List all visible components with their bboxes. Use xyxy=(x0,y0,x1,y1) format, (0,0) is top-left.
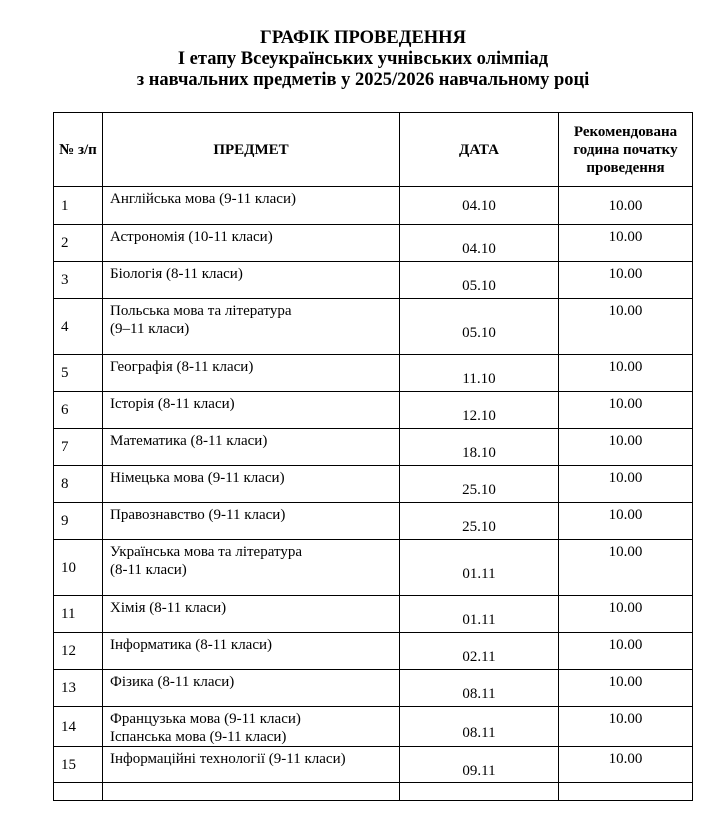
row-number: 10 xyxy=(54,540,103,596)
row-subject xyxy=(103,392,400,429)
table-row xyxy=(54,392,693,429)
header-date: ДАТА xyxy=(400,113,559,187)
row-time: 10.00 xyxy=(559,540,693,596)
subject-line: Українська мова та література xyxy=(110,544,302,560)
row-number: 5 xyxy=(54,355,103,392)
row-time: 10.00 xyxy=(559,225,693,262)
table-row xyxy=(54,299,693,355)
row-number: 8 xyxy=(54,466,103,503)
row-number: 7 xyxy=(54,429,103,466)
row-number: 4 xyxy=(54,299,103,355)
subject-line: Правознавство (9-11 класи) xyxy=(110,507,286,523)
row-number: 9 xyxy=(54,503,103,540)
row-subject xyxy=(103,225,400,262)
row-date: 04.10 xyxy=(400,225,559,262)
row-subject xyxy=(103,355,400,392)
subject-line: Фізика (8-11 класи) xyxy=(110,674,235,690)
row-date: 02.11 xyxy=(400,633,559,670)
table-row xyxy=(54,747,693,783)
subject-line: Історія (8-11 класи) xyxy=(110,396,235,412)
row-time: 10.00 xyxy=(559,707,693,747)
row-subject xyxy=(103,299,400,355)
row-date: 08.11 xyxy=(400,670,559,707)
row-subject xyxy=(103,262,400,299)
subject-line: (9–11 класи) xyxy=(110,321,190,337)
subject-line: Біологія (8-11 класи) xyxy=(110,266,243,282)
row-number: 13 xyxy=(54,670,103,707)
row-time: 10.00 xyxy=(559,187,693,225)
document-subtitle-year: з навчальних предметів у 2025/2026 навчальному році xyxy=(136,70,590,90)
header-number: № з/п xyxy=(54,113,103,187)
subject-line: Географія (8-11 класи) xyxy=(110,359,254,375)
row-time: 10.00 xyxy=(559,670,693,707)
table-row xyxy=(54,429,693,466)
row-subject xyxy=(103,429,400,466)
subject-line: (8-11 класи) xyxy=(110,562,187,578)
table-row xyxy=(54,355,693,392)
subject-line: Хімія (8-11 класи) xyxy=(110,600,227,616)
row-date: 25.10 xyxy=(400,466,559,503)
subject-line: Англійська мова (9-11 класи) xyxy=(110,191,296,207)
table-row xyxy=(54,503,693,540)
row-date: 18.10 xyxy=(400,429,559,466)
row-date: 11.10 xyxy=(400,355,559,392)
row-time: 10.00 xyxy=(559,633,693,670)
subject-line: Іспанська мова (9-11 класи) xyxy=(110,729,287,745)
row-date: 01.11 xyxy=(400,596,559,633)
subject-line: Інформаційні технології (9-11 класи) xyxy=(110,751,346,767)
row-number: 11 xyxy=(54,596,103,633)
empty-cell xyxy=(54,783,103,801)
row-subject xyxy=(103,633,400,670)
row-time: 10.00 xyxy=(559,392,693,429)
table-row xyxy=(54,225,693,262)
row-subject xyxy=(103,466,400,503)
row-subject xyxy=(103,187,400,225)
empty-cell xyxy=(400,783,559,801)
schedule-table xyxy=(53,112,693,801)
document-title: ГРАФІК ПРОВЕДЕННЯ xyxy=(260,28,466,48)
row-number: 1 xyxy=(54,187,103,225)
row-subject xyxy=(103,707,400,747)
subject-line: Французька мова (9-11 класи) xyxy=(110,711,301,727)
subject-line: Астрономія (10-11 класи) xyxy=(110,229,273,245)
row-time: 10.00 xyxy=(559,429,693,466)
row-date: 08.11 xyxy=(400,707,559,747)
table-row xyxy=(54,707,693,747)
subject-line: Німецька мова (9-11 класи) xyxy=(110,470,285,486)
table-row xyxy=(54,466,693,503)
row-number: 15 xyxy=(54,747,103,783)
row-number: 14 xyxy=(54,707,103,747)
header-subject: ПРЕДМЕТ xyxy=(103,113,400,187)
row-time: 10.00 xyxy=(559,299,693,355)
row-number: 12 xyxy=(54,633,103,670)
row-time: 10.00 xyxy=(559,355,693,392)
table-row xyxy=(54,187,693,225)
row-time: 10.00 xyxy=(559,596,693,633)
empty-cell xyxy=(103,783,400,801)
row-time: 10.00 xyxy=(559,503,693,540)
subject-line: Інформатика (8-11 класи) xyxy=(110,637,273,653)
header-time: Рекомендована година початку проведення xyxy=(559,113,693,187)
table-row xyxy=(54,596,693,633)
row-date: 04.10 xyxy=(400,187,559,225)
row-time: 10.00 xyxy=(559,747,693,783)
row-number: 3 xyxy=(54,262,103,299)
row-subject xyxy=(103,596,400,633)
table-row xyxy=(54,633,693,670)
row-date: 01.11 xyxy=(400,540,559,596)
empty-table-row xyxy=(54,783,693,801)
subject-line: Математика (8-11 класи) xyxy=(110,433,268,449)
row-subject xyxy=(103,670,400,707)
row-subject xyxy=(103,747,400,783)
document-subtitle: І етапу Всеукраїнських учнівських олімпіад xyxy=(177,49,549,69)
table-row xyxy=(54,540,693,596)
row-time: 10.00 xyxy=(559,262,693,299)
empty-cell xyxy=(559,783,693,801)
table-row xyxy=(54,262,693,299)
row-date: 05.10 xyxy=(400,299,559,355)
table-row xyxy=(54,670,693,707)
row-number: 2 xyxy=(54,225,103,262)
row-date: 09.11 xyxy=(400,747,559,783)
row-subject xyxy=(103,503,400,540)
row-date: 12.10 xyxy=(400,392,559,429)
table-header-row xyxy=(54,113,693,187)
row-date: 25.10 xyxy=(400,503,559,540)
subject-line: Польська мова та література xyxy=(110,303,292,319)
row-subject xyxy=(103,540,400,596)
row-date: 05.10 xyxy=(400,262,559,299)
table-body xyxy=(54,187,693,801)
row-time: 10.00 xyxy=(559,466,693,503)
row-number: 6 xyxy=(54,392,103,429)
